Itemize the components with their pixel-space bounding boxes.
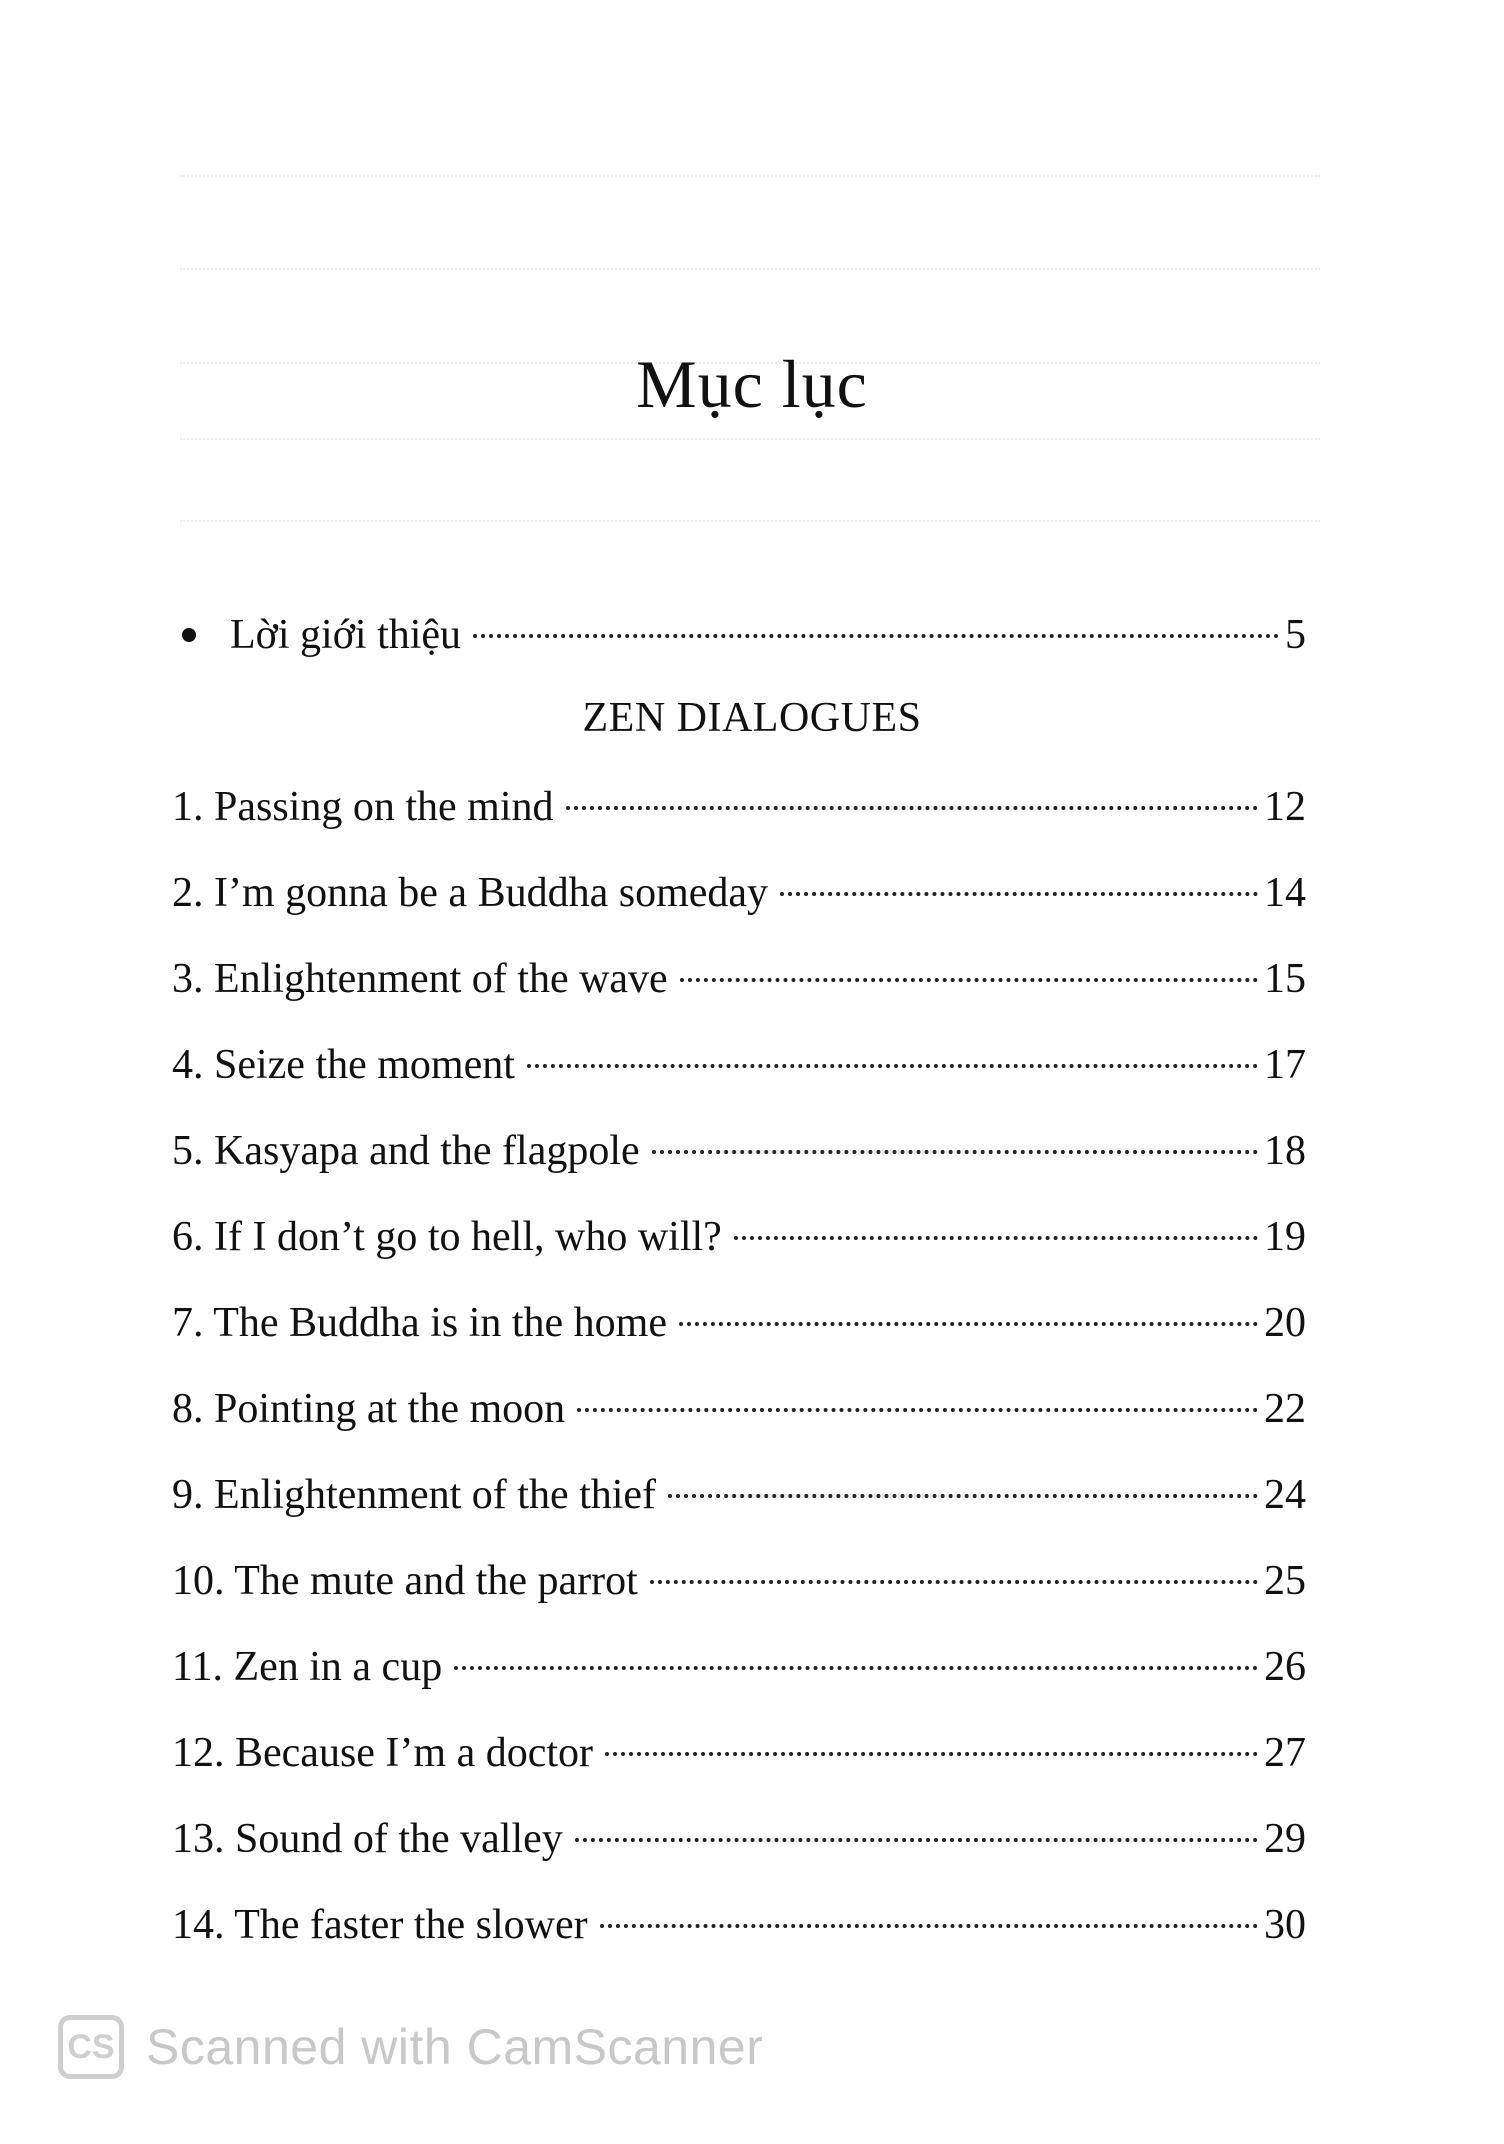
toc-entry-label: 13. Sound of the valley (172, 1816, 563, 1862)
toc-entry (172, 1121, 1306, 1181)
toc-entry-label: 14. The faster the slower (172, 1902, 588, 1948)
toc-entry-page: 18 (1264, 1128, 1306, 1174)
watermark-text: Scanned with CamScanner (146, 2019, 764, 2075)
dot-leader (454, 1666, 1258, 1670)
dot-leader (473, 634, 1279, 638)
camscanner-watermark (58, 2010, 763, 2084)
dot-leader (605, 1752, 1258, 1756)
dot-leader (679, 1322, 1258, 1326)
page-title: Mục lục (636, 346, 868, 422)
toc-entry-page: 12 (1264, 784, 1306, 830)
dot-leader (668, 1494, 1258, 1498)
toc-entry-page: 27 (1264, 1730, 1306, 1776)
toc-entry-intro (172, 605, 1306, 665)
bleed-through-line (180, 175, 1320, 187)
toc-entry-page: 30 (1264, 1902, 1306, 1948)
dot-leader (680, 978, 1258, 982)
toc-entry-page: 22 (1264, 1386, 1306, 1432)
dot-leader (527, 1064, 1258, 1068)
toc-entry-label (172, 605, 473, 665)
toc-entry-label: 1. Passing on the mind (172, 784, 554, 830)
dot-leader (577, 1408, 1258, 1412)
dot-leader (650, 1580, 1258, 1584)
bleed-through-line (180, 268, 1320, 280)
toc-entry (172, 1809, 1306, 1869)
toc-entry-label: 7. The Buddha is in the home (172, 1300, 667, 1346)
toc-entry-label: 9. Enlightenment of the thief (172, 1472, 657, 1518)
toc-entry-page: 26 (1264, 1644, 1306, 1690)
toc-entry-label: 3. Enlightenment of the wave (172, 956, 668, 1002)
toc-entry-page: 29 (1264, 1816, 1306, 1862)
toc-entry (172, 1637, 1306, 1697)
dot-leader (566, 806, 1258, 810)
toc-entry-page: 24 (1264, 1472, 1306, 1518)
toc-entry-label: 10. The mute and the parrot (172, 1558, 638, 1604)
dot-leader (734, 1236, 1258, 1240)
toc-entry-label: 12. Because I’m a doctor (172, 1730, 594, 1776)
toc-entry-label: 2. I’m gonna be a Buddha someday (172, 870, 769, 916)
toc-entry (172, 777, 1306, 837)
toc-entry (172, 1465, 1306, 1525)
toc-entry-label: 11. Zen in a cup (172, 1644, 443, 1690)
toc-entry (172, 1723, 1306, 1783)
toc-entry (172, 1379, 1306, 1439)
toc-entry (172, 1895, 1306, 1955)
camscanner-logo-icon: CS (58, 2015, 124, 2079)
toc-entry (172, 1551, 1306, 1611)
dot-leader (652, 1150, 1258, 1154)
toc-entry-label: 5. Kasyapa and the flagpole (172, 1128, 640, 1174)
toc-entry (172, 863, 1306, 923)
toc-entry (172, 1293, 1306, 1353)
toc-entry-page: 20 (1264, 1300, 1306, 1346)
toc-entry-label: 4. Seize the moment (172, 1042, 515, 1088)
toc-entry-page: 19 (1264, 1214, 1306, 1260)
toc-entry-label: 8. Pointing at the moon (172, 1386, 566, 1432)
toc-entry-label: 6. If I don’t go to hell, who will? (172, 1214, 722, 1260)
bullet-icon (182, 628, 196, 642)
dot-leader (780, 892, 1258, 896)
dot-leader (575, 1838, 1258, 1842)
section-heading: ZEN DIALOGUES (582, 695, 922, 741)
intro-label: Lời giới thiệu (230, 612, 462, 658)
toc-entry (172, 1207, 1306, 1267)
bleed-through-line (180, 438, 1320, 450)
toc-entry-page: 5 (1285, 612, 1306, 658)
toc-entry-page: 14 (1264, 870, 1306, 916)
toc-entry-page: 25 (1264, 1558, 1306, 1604)
toc-entry-page: 17 (1264, 1042, 1306, 1088)
toc-entry-page: 15 (1264, 956, 1306, 1002)
toc-entry (172, 1035, 1306, 1095)
toc-entry (172, 949, 1306, 1009)
bleed-through-line (180, 520, 1320, 532)
dot-leader (600, 1924, 1258, 1928)
